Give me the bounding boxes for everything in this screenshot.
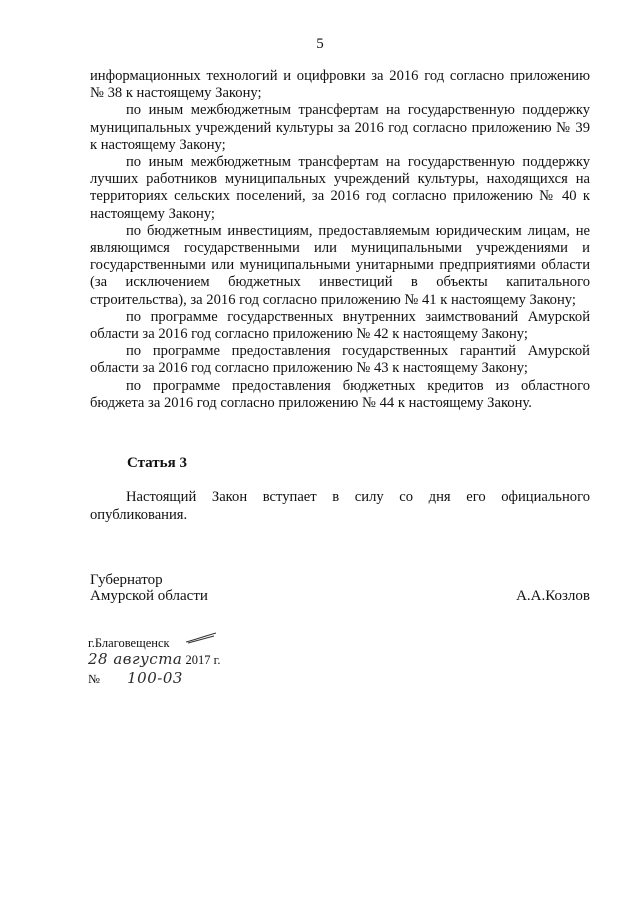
paragraph-7: по программе предоставления бюджетных кредитов из областного бюджета за 2016 год согласно приложению № 44 к настоящему Закону. <box>90 377 590 411</box>
date-line <box>88 652 220 668</box>
signatory-title <box>90 572 208 604</box>
paragraph-2: по иным межбюджетным трансфертам на государственную поддержку муниципальных учреждений культуры за 2016 год согласно приложению № 39 к настоящему Закону; <box>90 102 590 153</box>
paragraph-1: информационных технологий и оцифровки за 2016 год согласно приложению № 38 к настоящему Закону; <box>90 68 590 102</box>
handwritten-number: 100-03 <box>127 669 183 687</box>
number-line <box>88 671 220 687</box>
paragraph-5: по программе государственных внутренних заимствований Амурской области за 2016 год согласно приложению № 42 к настоящему Закону; <box>90 308 590 343</box>
article-heading: Статья 3 <box>127 455 187 471</box>
signatory-title-line-2: Амурской области <box>90 588 208 604</box>
paragraph-6: по программе предоставления государственных гарантий Амурской области за 2016 год согласно приложению № 43 к настоящему Закону; <box>90 343 590 377</box>
law-text-body <box>90 68 590 412</box>
article-text: Настоящий Закон вступает в силу со дня его официального опубликования. <box>90 489 590 523</box>
place-date-number-block <box>88 636 220 687</box>
number-label: № <box>88 672 100 686</box>
page-number: 5 <box>316 36 324 52</box>
handwritten-date: 28 августа <box>88 650 183 668</box>
signatory-name: А.А.Козлов <box>516 588 590 604</box>
city-name: г.Благовещенск <box>88 636 170 650</box>
paragraph-4: по бюджетным инвестициям, предоставляемым юридическим лицам, не являющимся государственными или муниципальными учреждениями и государственными или муниципальными унитарными предприятиями области (за исключением бюджетных инвестиций в объекты капитального строительства), за 2016 год согласно приложению № 41 к настоящему Закону; <box>90 222 590 308</box>
signatory-title-line-1: Губернатор <box>90 572 163 588</box>
place-line <box>88 636 220 651</box>
paragraph-3: по иным межбюджетным трансфертам на государственную поддержку лучших работников муниципальных учреждений культуры, находящихся на территориях сельских поселений, за 2016 год согласно приложению № 40 к настоящему Закону; <box>90 154 590 222</box>
pen-stroke-icon <box>184 632 218 644</box>
year-text: 2017 г. <box>185 653 221 667</box>
